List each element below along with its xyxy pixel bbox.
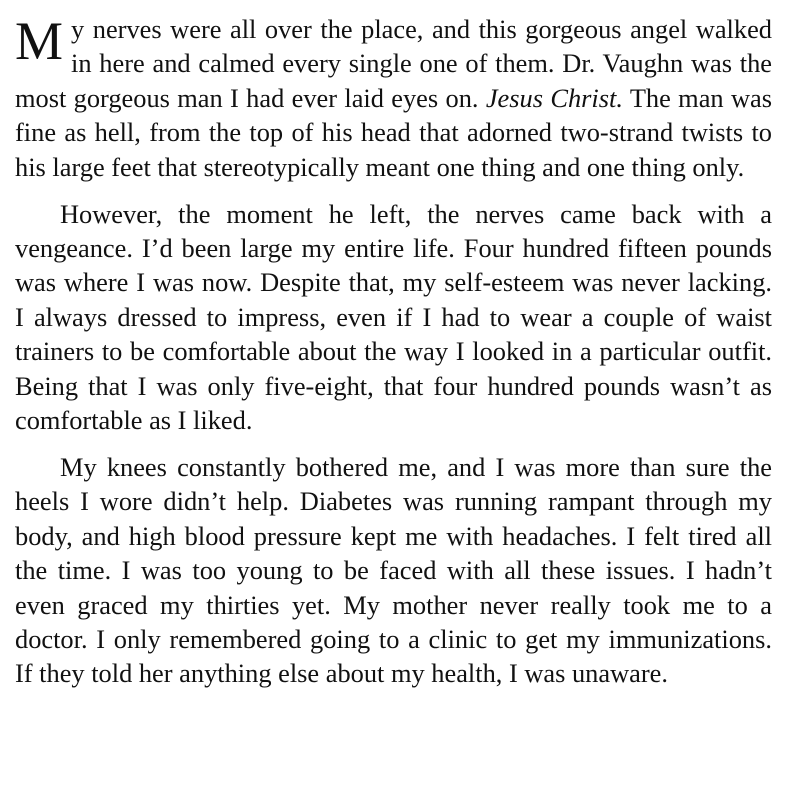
paragraph-1 [15, 12, 772, 184]
paragraph-1-text-a: y nerves were all over the place, and this gorgeous angel walked in here and calmed every single one of them. Dr. Vaughn was the most gorgeous man I had ever laid eyes on. [15, 14, 772, 113]
paragraph-1-italic-exclamation: Jesus Christ. [485, 82, 623, 113]
paragraph-2: However, the moment he left, the nerves came back with a vengeance. I’d been large my entire life. Four hundred fifteen pounds was where I was now. Despite that, my self-esteem was never lacking. I always dressed to impress, even if I had to wear a couple of waist trainers to be comfortable about the way I looked in a particular outfit. Being that I was only five-eight, that four hundred pounds wasn’t as comfortable as I liked. [15, 198, 772, 435]
book-page [15, 12, 772, 691]
paragraph-1-text-b: The man was fine as hell, from the top of his head that adorned two-strand twists to his large feet that stereotypically meant one thing and one thing only. [15, 82, 772, 182]
paragraph-3: My knees constantly bothered me, and I was more than sure the heels I wore didn’t help. Diabetes was running rampant through my body, and high blood pressure kept me with headaches. I felt tired all the time. I was too young to be faced with all these issues. I hadn’t even graced my thirties yet. My mother never really took me to a doctor. I only remembered going to a clinic to get my immunizations. If they told her anything else about my health, I was unaware. [15, 451, 772, 689]
drop-cap: M [15, 11, 64, 71]
